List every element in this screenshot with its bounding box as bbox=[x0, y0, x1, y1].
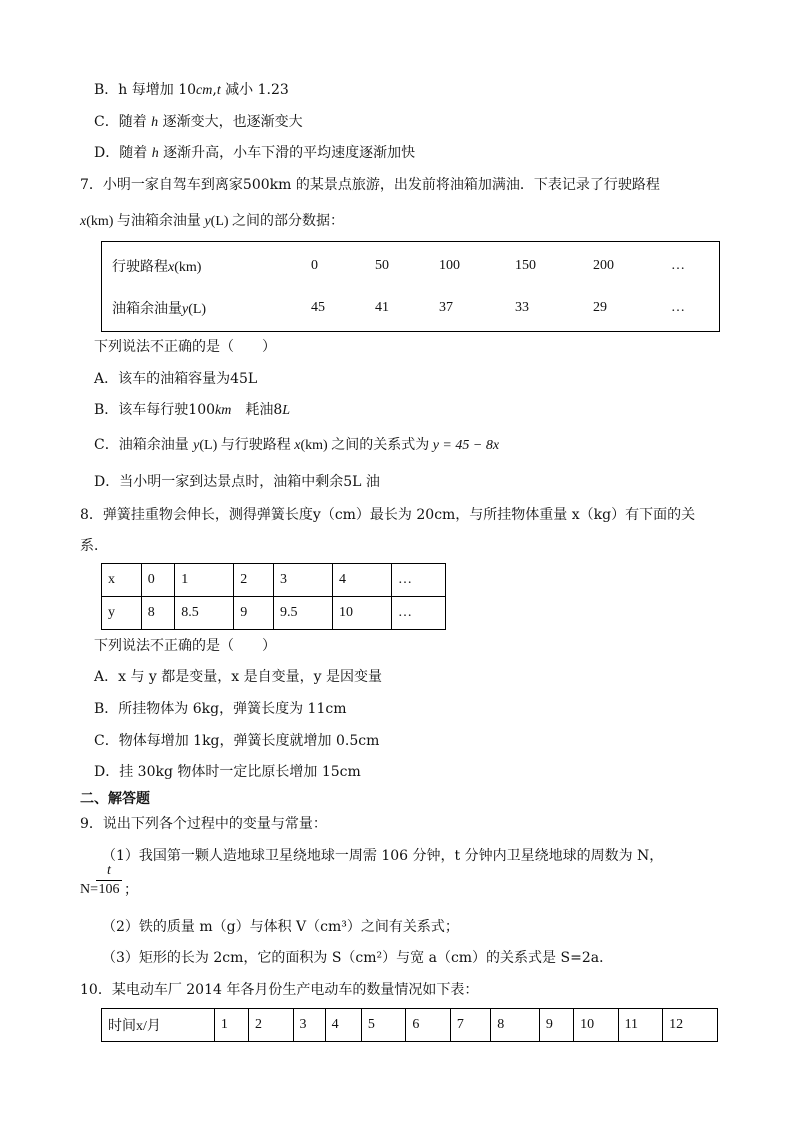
q7-row2-label: 油箱余油量y(L) bbox=[112, 301, 207, 317]
q7-option-b: B．该车每行驶100km 耗油8L bbox=[94, 402, 291, 418]
table-cell: … bbox=[392, 597, 446, 630]
q7-row1-value: 150 bbox=[515, 258, 536, 273]
q7-row2-value: … bbox=[671, 300, 685, 315]
q8-option-a: A．x 与 y 都是变量，x 是自变量，y 是因变量 bbox=[94, 669, 382, 685]
q8-question: 下列说法不正确的是（ ） bbox=[94, 638, 276, 654]
fraction-denominator: 106 bbox=[98, 882, 120, 897]
q7-row1-value: 200 bbox=[593, 258, 614, 273]
fraction-numerator: t bbox=[96, 862, 122, 881]
table-row bbox=[102, 564, 446, 597]
table-cell: 5 bbox=[361, 1009, 406, 1042]
q6-option-b: B．h 每增加 10cm,t 减小 1.23 bbox=[94, 82, 289, 98]
q8-stem-line1: 8．弹簧挂重物会伸长，测得弹簧长度y（cm）最长为 20cm，与所挂物体重量 x（kg）有下面的关 bbox=[80, 507, 696, 523]
table-cell: y bbox=[102, 597, 142, 630]
q9-part1-fraction bbox=[96, 862, 122, 899]
table-cell: … bbox=[392, 564, 446, 597]
q10-data-table bbox=[101, 1008, 718, 1042]
q10-stem: 10．某电动车厂 2014 年各月份生产电动车的数量情况如下表： bbox=[80, 982, 479, 998]
table-cell: 2 bbox=[234, 564, 274, 597]
q7-question: 下列说法不正确的是（ ） bbox=[94, 339, 276, 355]
table-cell: 8 bbox=[491, 1009, 540, 1042]
table-cell: 9 bbox=[539, 1009, 573, 1042]
table-cell: 9.5 bbox=[273, 597, 332, 630]
q9-part1: （1）我国第一颗人造地球卫星绕地球一周需 106 分钟，t 分钟内卫星绕地球的周数为 N， bbox=[102, 848, 664, 864]
q8-stem-line2: 系． bbox=[80, 538, 108, 554]
table-cell: 0 bbox=[141, 564, 175, 597]
section-title: 二、解答题 bbox=[80, 791, 150, 807]
table-cell: 3 bbox=[293, 1009, 325, 1042]
q7-stem-line2: x(km) 与油箱余油量 y(L) 之间的部分数据： bbox=[80, 214, 345, 229]
q9-part2: （2）铁的质量 m（g）与体积 V（cm³）之间有关系式； bbox=[102, 919, 459, 935]
q7-row1-value: … bbox=[671, 258, 685, 273]
q7-row2-value: 33 bbox=[515, 300, 529, 315]
q7-option-c: C．油箱余油量 y(L) 与行驶路程 x(km) 之间的关系式为 y = 45 − 8x bbox=[94, 437, 500, 453]
q7-stem-line1: 7．小明一家自驾车到离家500km 的某景点旅游，出发前将油箱加满油．下表记录了行驶路程 bbox=[80, 177, 660, 193]
q7-row2-value: 37 bbox=[439, 300, 453, 315]
table-cell: 6 bbox=[406, 1009, 451, 1042]
q7-row1-value: 50 bbox=[375, 258, 389, 273]
table-cell: x bbox=[102, 564, 142, 597]
q7-row2-value: 29 bbox=[593, 300, 607, 315]
table-cell: 12 bbox=[663, 1009, 718, 1042]
table-cell: 4 bbox=[332, 564, 391, 597]
table-cell: 1 bbox=[214, 1009, 248, 1042]
table-row bbox=[102, 1009, 718, 1042]
table-cell: 时间x/月 bbox=[102, 1009, 215, 1042]
q6-option-c: C．随着 h 逐渐变大，也逐渐变大 bbox=[94, 114, 303, 130]
q7-row2-value: 45 bbox=[311, 300, 325, 315]
q7-option-a: A．该车的油箱容量为45L bbox=[94, 371, 258, 387]
table-cell: 7 bbox=[450, 1009, 490, 1042]
q7-row1-value: 100 bbox=[439, 258, 460, 273]
table-cell: 8 bbox=[141, 597, 175, 630]
q7-row1-value: 0 bbox=[311, 258, 318, 273]
table-row bbox=[102, 597, 446, 630]
table-cell: 3 bbox=[273, 564, 332, 597]
q8-option-d: D．挂 30kg 物体时一定比原长增加 15cm bbox=[94, 764, 361, 780]
q9-stem: 9．说出下列各个过程中的变量与常量： bbox=[80, 816, 327, 832]
table-cell: 2 bbox=[249, 1009, 294, 1042]
q7-row2-value: 41 bbox=[375, 300, 389, 315]
q8-option-c: C．物体每增加 1kg，弹簧长度就增加 0.5cm bbox=[94, 733, 380, 749]
q8-data-table bbox=[101, 563, 446, 630]
table-cell: 4 bbox=[325, 1009, 361, 1042]
table-cell: 10 bbox=[332, 597, 391, 630]
table-cell: 8.5 bbox=[175, 597, 234, 630]
q7-option-d: D．当小明一家到达景点时，油箱中剩余5L 油 bbox=[94, 474, 380, 490]
q9-part1-formula-lhs: N= bbox=[80, 882, 99, 897]
q9-part1-formula-tail: ； bbox=[124, 882, 138, 898]
table-cell: 10 bbox=[574, 1009, 619, 1042]
q9-part3: （3）矩形的长为 2cm，它的面积为 S（cm²）与宽 a（cm）的关系式是 S=2a． bbox=[102, 950, 614, 966]
table-cell: 9 bbox=[234, 597, 274, 630]
q8-option-b: B．所挂物体为 6kg，弹簧长度为 11cm bbox=[94, 701, 347, 717]
q7-row1-label: 行驶路程x(km) bbox=[112, 259, 202, 275]
q6-option-d: D．随着 h 逐渐升高，小车下滑的平均速度逐渐加快 bbox=[94, 145, 416, 161]
table-cell: 1 bbox=[175, 564, 234, 597]
table-cell: 11 bbox=[618, 1009, 663, 1042]
q7-data-table bbox=[101, 241, 720, 332]
